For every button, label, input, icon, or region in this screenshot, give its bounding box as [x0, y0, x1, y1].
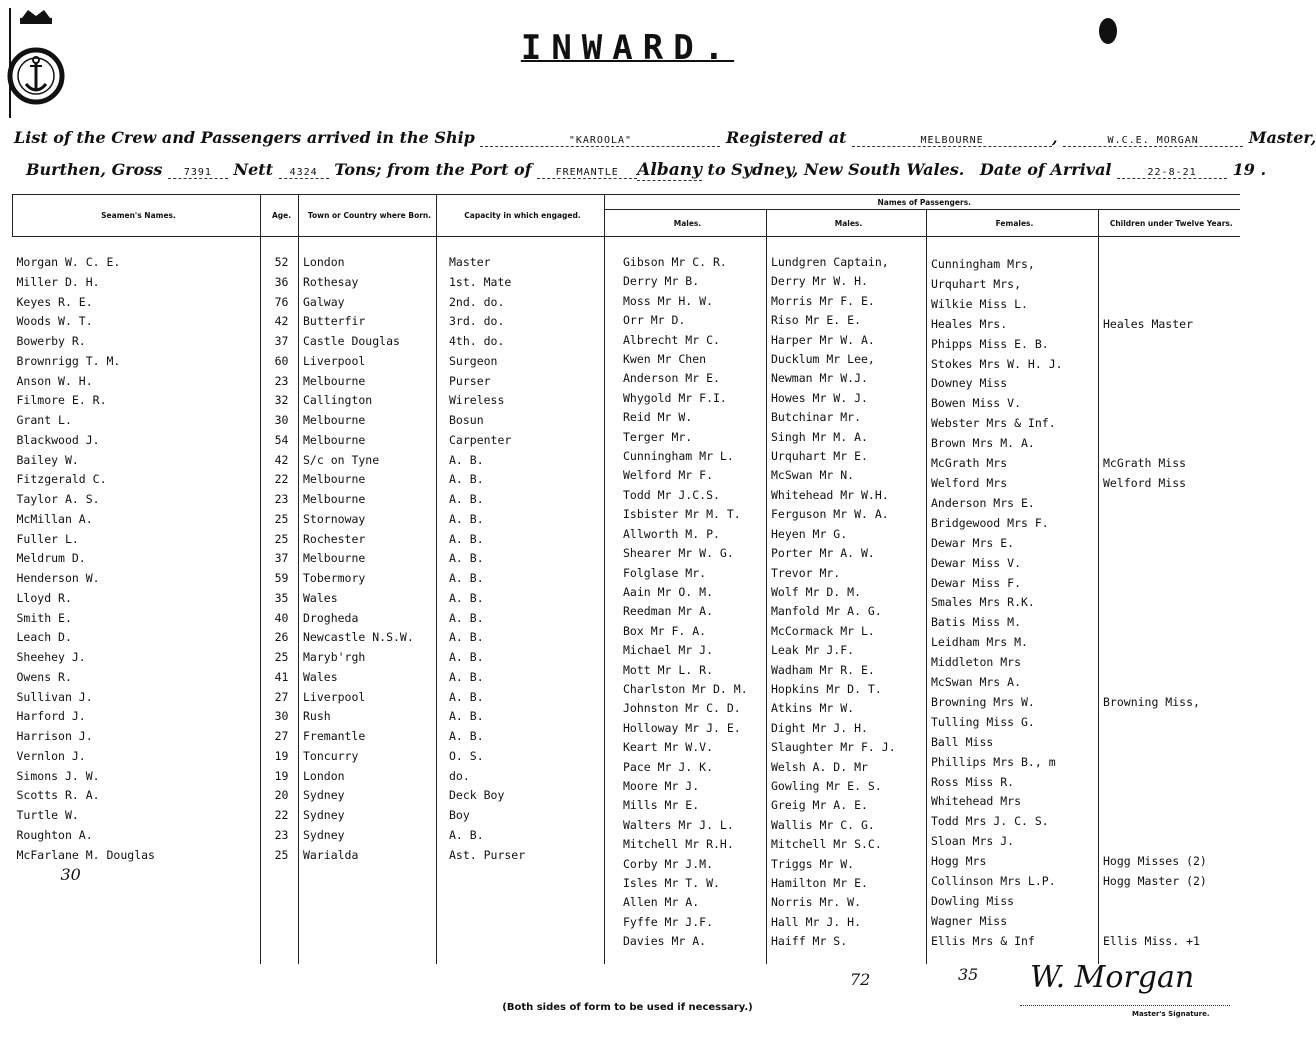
- females-tally: 35: [958, 965, 979, 984]
- passengers-males-2-list: Lundgren Captain, Derry Mr W. H. Morris Mr F. E. Riso Mr E. E. Harper Mr W. A. Ducklum Mr Lee, Newman Mr W.J. Howes Mr W. J. Butchinar Mr. Singh Mr M. A. Urquhart Mr E. McSwan Mr N. Whitehead Mr W.H. Ferguson Mr W. A. Heyen Mr G. Porter Mr A. W. Trevor Mr. Wolf Mr D. M. Manfold Mr A. G. McCormack Mr L. Leak Mr J.F. Wadham Mr R. E. Hopkins Mr D. T. Atkins Mr W. Dight Mr J. H. Slaughter Mr F. J. Welsh A. D. Mr Gowling Mr E. S. Greig Mr A. E. Wallis Mr C. G. Mitchell Mr S.C. Triggs Mr W. Hamilton Mr E. Norris Mr. W. Hall Mr J. H. Haiff Mr S.: [771, 255, 896, 949]
- crew-ages-list: 52 36 76 42 37 60 23 32 30 54 42 22 23 25 25 37 59 35 40 26 25 41 27 30 27 19 19 20 22 23 25: [274, 255, 289, 862]
- col-children: Children under Twelve Years.: [1099, 210, 1240, 237]
- registered-label: Registered at: [726, 128, 847, 147]
- nett-label: Nett: [233, 160, 274, 179]
- burthen-label: Burthen, Gross: [26, 160, 163, 179]
- tons-label: Tons; from the Port of: [334, 160, 532, 179]
- col-seamen-names: Seamen's Names.: [13, 195, 261, 237]
- gross-tons: 7391: [168, 167, 228, 179]
- col-born: Town or Country where Born.: [299, 195, 437, 237]
- col-passengers: Names of Passengers.: [605, 195, 1240, 210]
- master-signature: W. Morgan: [1030, 960, 1195, 995]
- year-suffix: 19: [1232, 160, 1255, 179]
- passengers-children-list: Heales Master McGrath Miss Welford Miss Browning Miss, Hogg Misses (2) Hogg Master (2) Ellis Miss. +1: [1103, 316, 1207, 948]
- to-label: to Sydney, New South Wales.: [707, 160, 965, 179]
- master-label: Master,: [1248, 128, 1316, 147]
- crew-names-list: Morgan W. C. E. Miller D. H. Keyes R. E. Woods W. T. Bowerby R. Brownrigg T. M. Anson W. H. Filmore E. R. Grant L. Blackwood J. Bailey W. Fitzgerald C. Taylor A. S. McMillan A. Fuller L. Meldrum D. Henderson W. Lloyd R. Smith E. Leach D. Sheehey J. Owens R. Sullivan J. Harford J. Harrison J. Vernlon J. Simons J. W. Scotts R. A. Turtle W. Roughton A. McFarlane M. Douglas: [16, 255, 155, 862]
- males-tally: 72: [850, 970, 871, 989]
- col-capacity: Capacity in which engaged.: [437, 195, 605, 237]
- header-line-2: Burthen, Gross 7391 Nett 4324 Tons; from the Port of FREMANTLE Albany to Sydney, New South Wales. Date of Arrival 22-8-21 19 .: [26, 160, 1267, 180]
- col-males-2: Males.: [767, 210, 927, 237]
- crew-total: 30: [60, 865, 81, 885]
- passengers-males-1-list: Gibson Mr C. R. Derry Mr B. Moss Mr H. W. Orr Mr D. Albrecht Mr C. Kwen Mr Chen Anderson Mr E. Whygold Mr F.I. Reid Mr W. Terger Mr. Cunningham Mr L. Welford Mr F. Todd Mr J.C.S. Isbister Mr M. T. Allworth M. P. Shearer Mr W. G. Folglase Mr. Aain Mr O. M. Reedman Mr A. Box Mr F. A. Michael Mr J. Mott Mr L. R. Charlston Mr D. M. Johnston Mr C. D. Holloway Mr J. E. Keart Mr W.V. Pace Mr J. K. Moore Mr J. Mills Mr E. Walters Mr J. L. Mitchell Mr R.H. Corby Mr J.M. Isles Mr T. W. Allen Mr A. Fyffe Mr J.F. Davies Mr A.: [623, 255, 748, 949]
- header-line-1: List of the Crew and Passengers arrived in the Ship "KAROOLA" Registered at MELBOURNE , W.C.E. MORGAN Master,: [14, 128, 1316, 147]
- footer-note: (Both sides of form to be used if necessary.): [502, 1002, 753, 1013]
- crew-passenger-register: [12, 194, 1240, 964]
- passengers-females-list: Cunningham Mrs, Urquhart Mrs, Wilkie Miss L. Heales Mrs. Phipps Miss E. B. Stokes Mrs W. H. J. Downey Miss Bowen Miss V. Webster Mrs & Inf. Brown Mrs M. A. McGrath Mrs Welford Mrs Anderson Mrs E. Bridgewood Mrs F. Dewar Mrs E. Dewar Miss V. Dewar Miss F. Smales Mrs R.K. Batis Miss M. Leidham Mrs M. Middleton Mrs McSwan Mrs A. Browning Mrs W. Tulling Miss G. Ball Miss Phillips Mrs B., m Ross Miss R. Whitehead Mrs Todd Mrs J. C. S. Sloan Mrs J. Hogg Mrs Collinson Mrs L.P. Dowling Miss Wagner Miss Ellis Mrs & Inf: [931, 257, 1063, 948]
- ship-name: "KAROOLA": [480, 135, 720, 147]
- nett-tons: 4324: [279, 167, 329, 179]
- signature-line: [1020, 1005, 1230, 1006]
- crew-born-list: London Rothesay Galway Butterfir Castle Douglas Liverpool Melbourne Callington Melbourne Melbourne S/c on Tyne Melbourne Melbourne Stornoway Rochester Melbourne Tobermory Wales Drogheda Newcastle N.S.W. Maryb'rgh Wales Liverpool Rush Fremantle Toncurry London Sydney Sydney Sydney Warialda: [303, 255, 414, 862]
- arrival-date: 22-8-21: [1117, 167, 1227, 179]
- col-females: Females.: [927, 210, 1099, 237]
- header-prefix: List of the Crew and Passengers arrived in the Ship: [14, 128, 475, 147]
- col-age: Age.: [261, 195, 299, 237]
- from-port: FREMANTLE: [537, 167, 637, 179]
- signature-label: Master's Signature.: [1132, 1010, 1210, 1018]
- master-name: W.C.E. MORGAN: [1063, 135, 1243, 147]
- page-title: INWARD.: [520, 28, 735, 68]
- arrival-label: Date of Arrival: [979, 160, 1112, 179]
- from-port-handwritten: Albany: [637, 160, 702, 180]
- crew-capacity-list: Master 1st. Mate 2nd. do. 3rd. do. 4th. do. Surgeon Purser Wireless Bosun Carpenter A. B. A. B. A. B. A. B. A. B. A. B. A. B. A. B. A. B. A. B. A. B. A. B. A. B. A. B. A. B. O. S. do. Deck Boy Boy A. B. Ast. Purser: [449, 255, 526, 862]
- col-males-1: Males.: [605, 210, 767, 237]
- registered-port: MELBOURNE: [852, 135, 1052, 147]
